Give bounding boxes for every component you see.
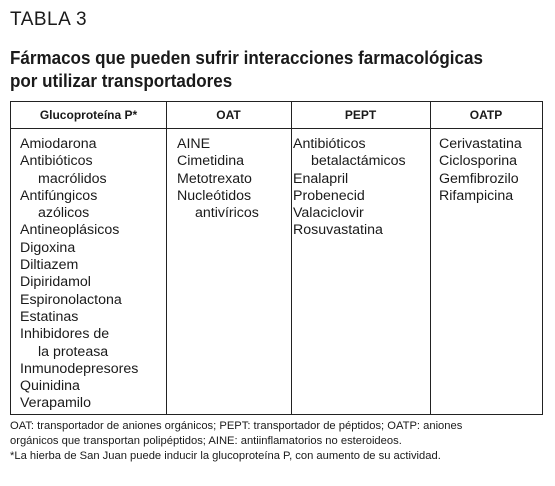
drug-name: Antifúngicos	[20, 187, 98, 204]
column-glucoprotein-p	[20, 136, 138, 413]
table-title	[10, 46, 507, 92]
drug-name: Amiodarona	[20, 136, 97, 152]
column-oatp	[439, 136, 522, 205]
drug-name: Diltiazem	[20, 257, 79, 274]
column-pept	[293, 136, 406, 240]
column-divider	[291, 102, 292, 414]
table-title-line-1: Fármacos que pueden sufrir interacciones farmacológicas	[10, 47, 483, 68]
drug-name: Verapamilo	[20, 395, 91, 412]
drug-name-continuation: betalactámicos	[311, 153, 406, 170]
drug-name-continuation: azólicos	[38, 205, 90, 222]
drug-name-continuation: macrólidos	[38, 170, 107, 187]
drug-name: Dipiridamol	[20, 274, 91, 291]
footnote-asterisk: *La hierba de San Juan puede inducir la glucoproteína P, con aumento de su actividad.	[10, 450, 441, 462]
drug-name: Ciclosporina	[439, 153, 518, 170]
drug-name: AINE	[177, 136, 211, 152]
drug-name: Inhibidores de	[20, 326, 110, 343]
drug-name: Quinidina	[20, 378, 80, 395]
drug-name: Enalapril	[293, 170, 349, 187]
drug-transporter-table	[10, 101, 543, 415]
drug-name: Rifampicina	[439, 187, 514, 204]
drug-name: Cerivastatina	[439, 136, 522, 152]
drug-name: Estatinas	[20, 308, 79, 325]
drug-name: Antineoplásicos	[20, 222, 120, 239]
drug-name: Nucleótidos	[177, 187, 252, 204]
drug-name: Inmunodepresores	[20, 360, 139, 377]
drug-name: Cimetidina	[177, 153, 245, 170]
drug-name: Gemfibrozilo	[439, 170, 519, 187]
drug-name-continuation: antivíricos	[195, 205, 259, 222]
header-oat: OAT	[216, 108, 241, 122]
column-divider	[166, 102, 167, 414]
column-divider	[430, 102, 431, 414]
drug-name: Espironolactona	[20, 291, 122, 308]
table-header-row	[11, 102, 542, 129]
header-pept: PEPT	[344, 108, 377, 122]
drug-name: Antibióticos	[20, 153, 93, 170]
table-number-label: TABLA 3	[10, 9, 88, 30]
table-title-line-2: por utilizar transportadores	[10, 70, 233, 91]
drug-name: Digoxina	[20, 239, 76, 256]
drug-name: Metotrexato	[177, 170, 252, 187]
drug-name: Valaciclovir	[293, 205, 364, 222]
header-glucoprotein-p: Glucoproteína P*	[39, 108, 138, 122]
drug-name-continuation: la proteasa	[38, 343, 109, 360]
table-footnotes	[10, 419, 550, 464]
footnote-abbreviations-line-2: orgánicos que transportan polipéptidos; AINE: antiinflamatorios no esteroideos.	[10, 435, 402, 447]
drug-name: Probenecid	[293, 187, 365, 204]
header-oatp: OATP	[469, 108, 503, 122]
column-oat	[177, 136, 259, 222]
footnote-abbreviations-line-1: OAT: transportador de aniones orgánicos; PEPT: transportador de péptidos; OATP: aniones	[10, 420, 463, 432]
drug-name: Antibióticos	[293, 136, 366, 152]
drug-name: Rosuvastatina	[293, 222, 383, 239]
